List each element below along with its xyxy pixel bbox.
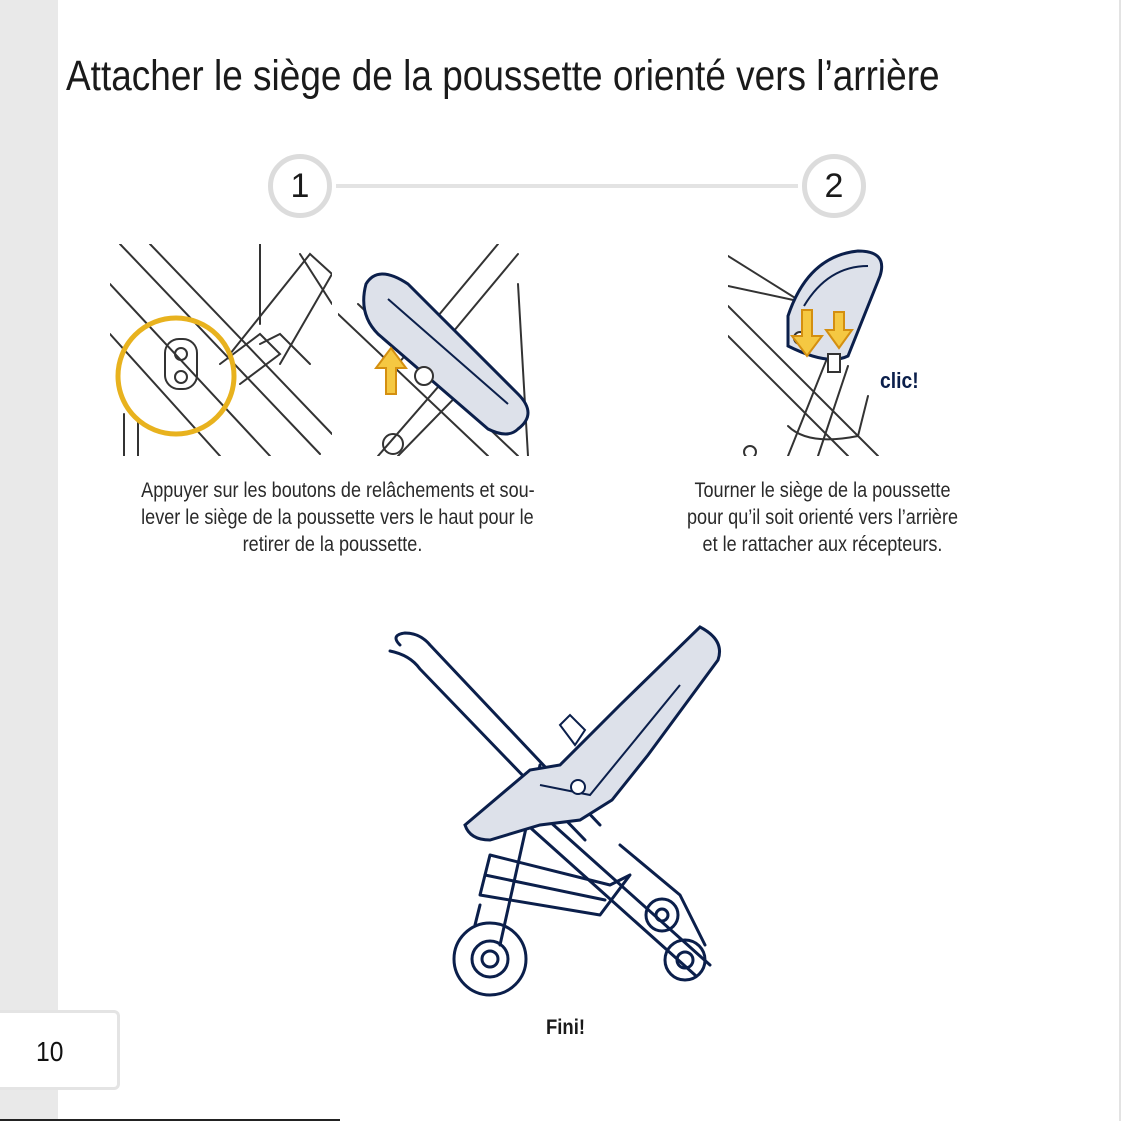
fini-label: Fini! <box>546 1016 586 1039</box>
caption-line: Appuyer sur les boutons de relâchements et sou- <box>141 479 535 502</box>
caption-line: retirer de la poussette. <box>242 533 423 556</box>
clic-callout: clic! <box>880 368 919 393</box>
step-1-caption <box>110 477 555 558</box>
step-2-attach-seat-illustration <box>728 246 904 456</box>
left-margin-band <box>0 0 58 1121</box>
caption-line: et le rattacher aux récepteurs. <box>702 533 943 556</box>
step-1-lift-seat-illustration <box>338 244 552 456</box>
stroller-seat-shape <box>465 627 720 840</box>
caption-line: pour qu’il soit orienté vers l’arrière <box>686 506 959 529</box>
step-connector-line <box>336 184 798 188</box>
caption-line: lever le siège de la poussette vers le haut pour le <box>141 506 534 529</box>
step-2-badge: 2 <box>802 154 866 218</box>
caption-line: Tourner le siège de la poussette <box>694 479 951 502</box>
step-1-badge: 1 <box>268 154 332 218</box>
step-2-caption <box>640 477 1005 558</box>
finished-stroller-illustration <box>380 615 740 1005</box>
step-1-release-button-illustration <box>110 244 332 456</box>
page-title: Attacher le siège de la poussette orienté vers l’arrière <box>66 52 940 100</box>
page-number: 10 <box>36 1036 64 1067</box>
